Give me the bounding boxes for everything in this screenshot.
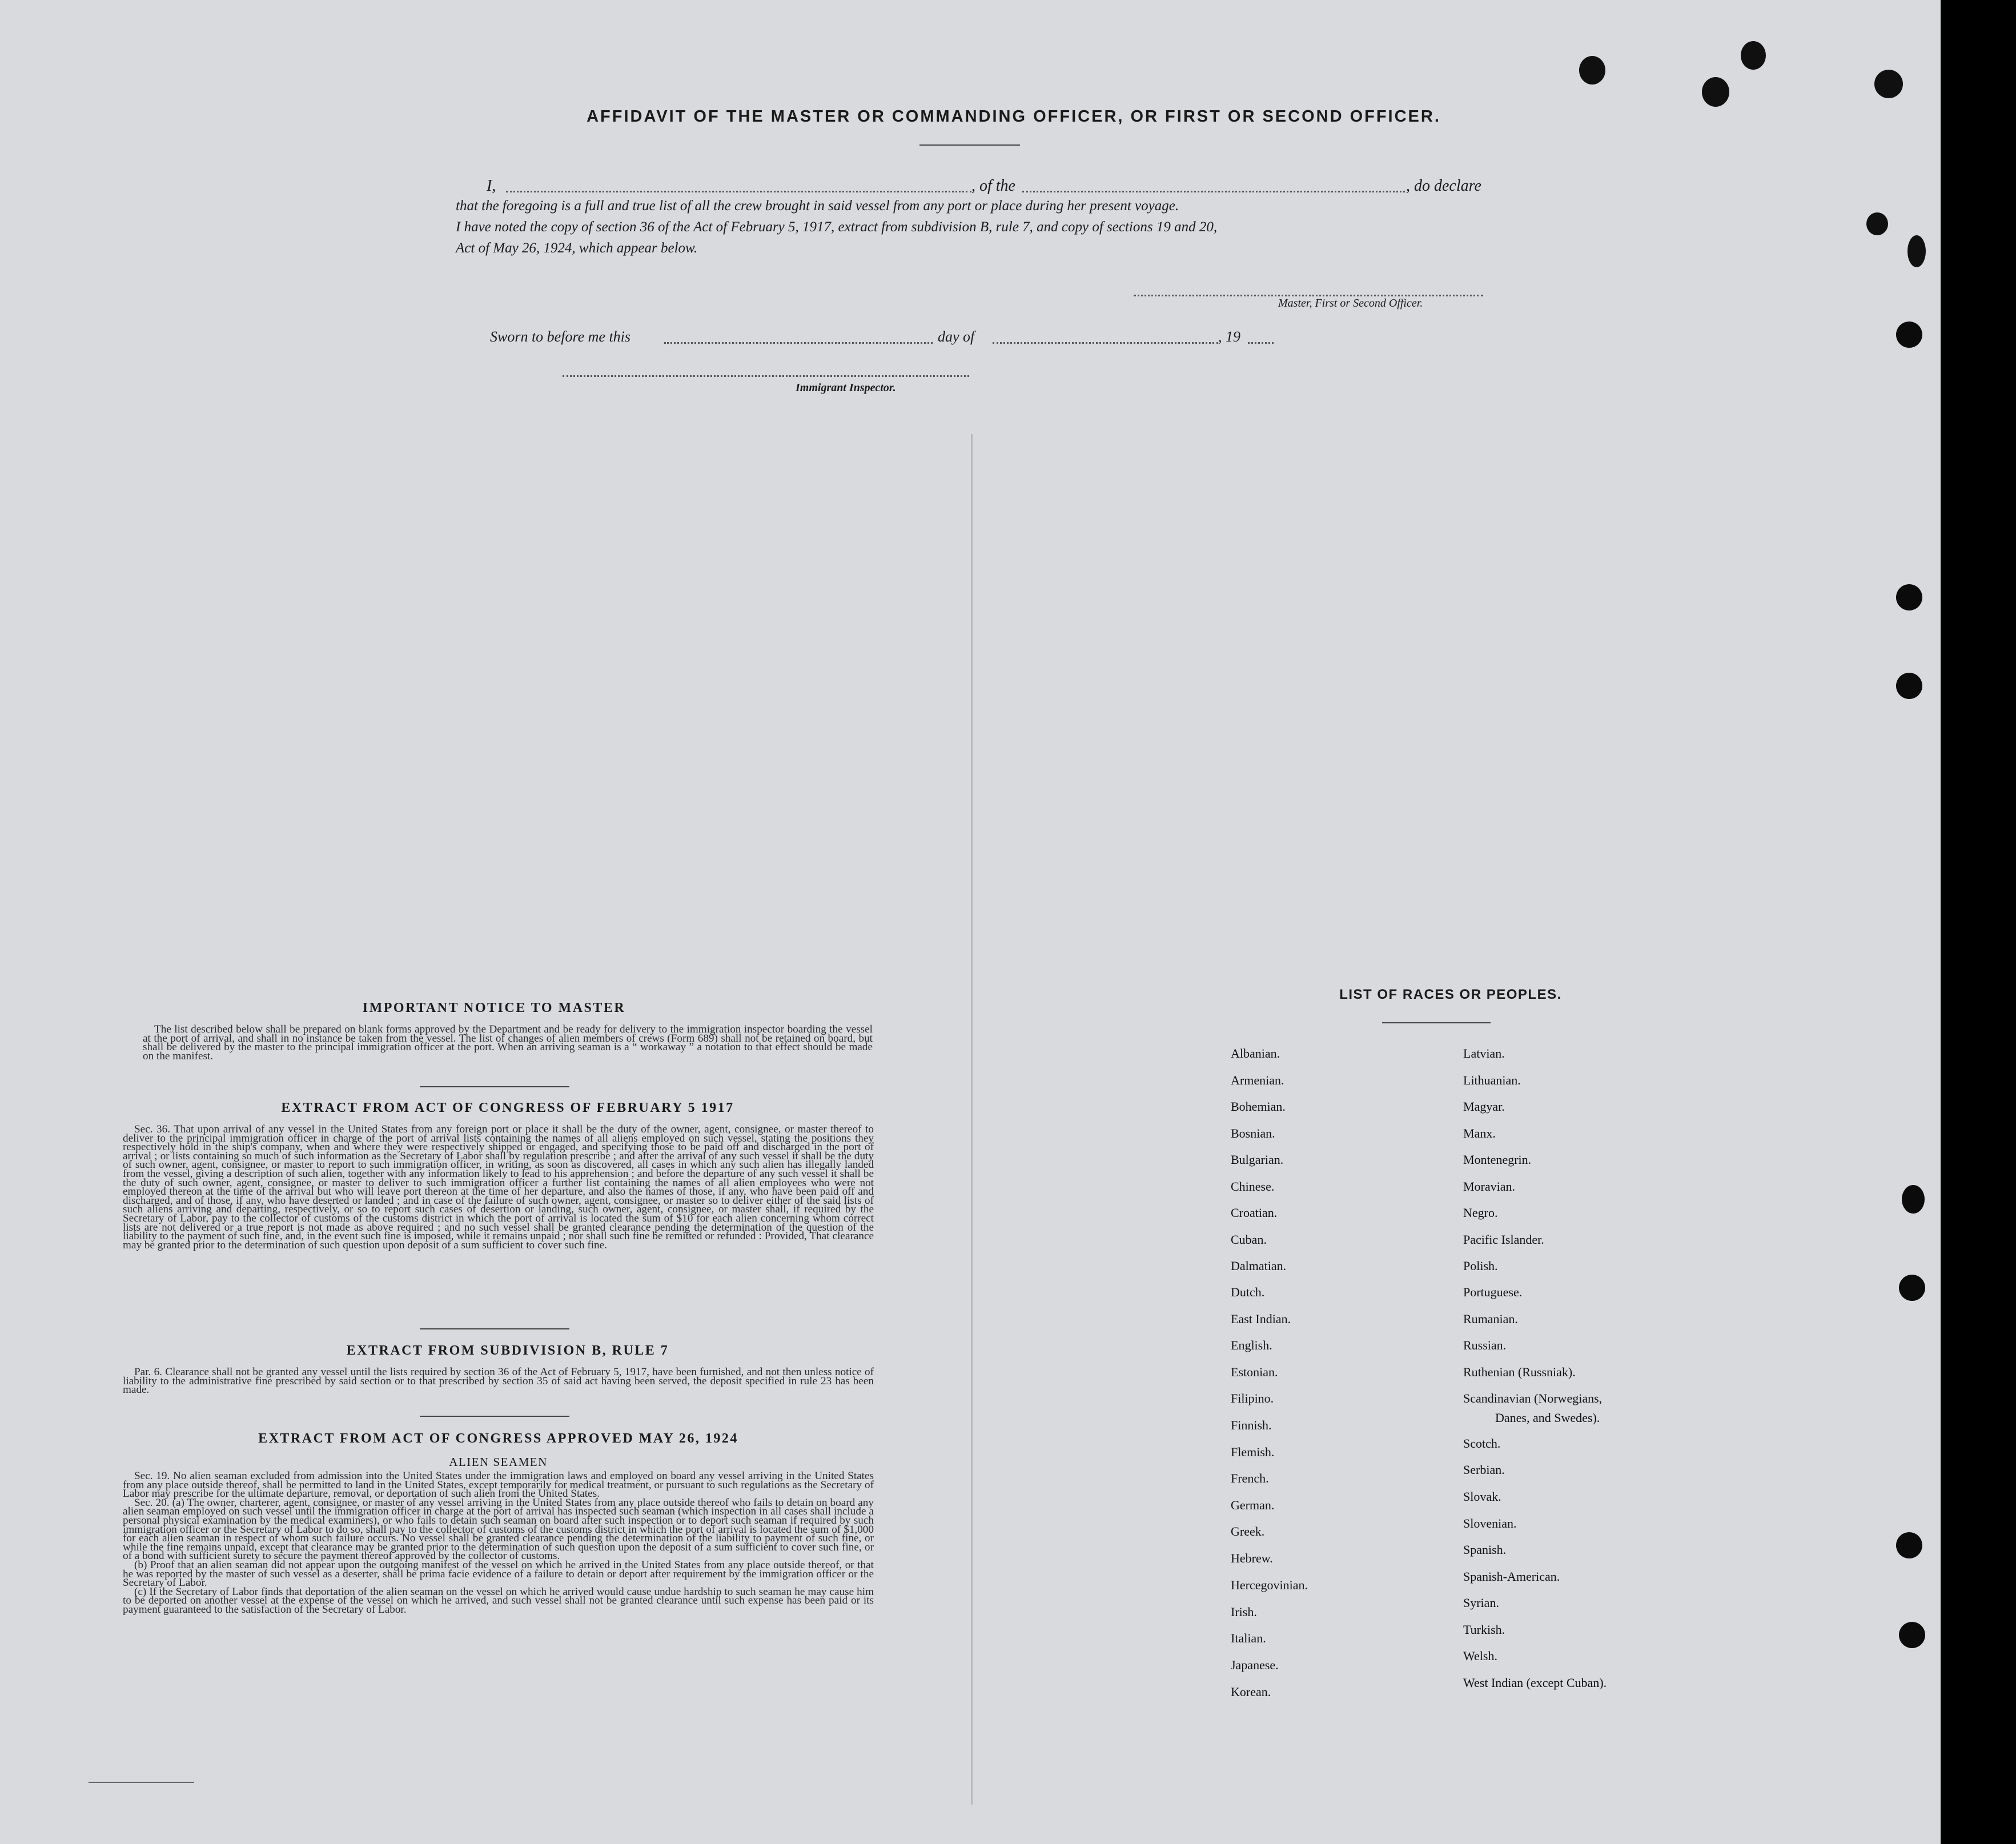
race-item: Dutch.: [1231, 1285, 1265, 1299]
race-item: Greek.: [1231, 1524, 1265, 1538]
rule-7-body: [123, 1368, 874, 1395]
punch-hole: [1899, 1275, 1925, 1301]
sworn-day-field[interactable]: [664, 342, 933, 344]
race-item: Turkish.: [1463, 1622, 1505, 1637]
race-item: Italian.: [1231, 1631, 1266, 1645]
title-underline: [919, 144, 1020, 146]
punch-hole: [1902, 1185, 1925, 1214]
race-item: Estonian.: [1231, 1365, 1278, 1379]
section-divider: [420, 1416, 569, 1417]
race-item: Korean.: [1231, 1685, 1271, 1699]
race-item: Welsh.: [1463, 1649, 1497, 1663]
signature-caption: Master, First or Second Officer.: [1278, 297, 1423, 310]
punch-hole: [1896, 584, 1922, 610]
race-item: Manx.: [1463, 1126, 1496, 1140]
race-item: Serbian.: [1463, 1463, 1505, 1477]
race-item: Slovenian.: [1463, 1516, 1517, 1530]
punch-hole: [1896, 1532, 1922, 1558]
notice-body: [143, 1025, 873, 1060]
race-item: Negro.: [1463, 1206, 1498, 1220]
ink-blot: [1907, 235, 1926, 267]
section-divider: [420, 1086, 569, 1087]
race-item: Bohemian.: [1231, 1099, 1286, 1114]
race-item: Moravian.: [1463, 1179, 1516, 1194]
section-divider: [420, 1328, 569, 1329]
race-item-continuation: Danes, and Swedes).: [1495, 1411, 1600, 1425]
race-item: Ruthenian (Russniak).: [1463, 1365, 1576, 1379]
rule-7-title: EXTRACT FROM SUBDIVISION B, RULE 7: [346, 1343, 669, 1358]
race-item: Hercegovinian.: [1231, 1578, 1308, 1592]
vessel-of-label: , of the: [971, 177, 1015, 195]
race-item: Portuguese.: [1463, 1285, 1523, 1299]
race-item: Rumanian.: [1463, 1312, 1518, 1326]
day-of-label: day of: [938, 328, 975, 345]
race-item: Armenian.: [1231, 1073, 1284, 1087]
sworn-month-field[interactable]: [993, 342, 1218, 344]
race-item: Chinese.: [1231, 1179, 1275, 1194]
sec-20a-paragraph: Sec. 20. (a) The owner, charterer, agent, consignee, or master of any vessel arriving in the United States from any place outside thereof who fails to detain on board any alien seaman employed on such vessel until the immigration officer in charge at the port of arrival has inspected such seaman (which inspection in all cases shall include a personal physical examination by the medical examiners), or who fails to detain such seaman on board after such inspection or to deport such seaman if required by such immigration officer or the Secretary of Labor to do so, shall pay to the collector of customs of the customs district in which the port of arrival is located the sum of $1,000 for each alien seaman in respect of whom such failure occurs. No vessel shall be granted clearance pending the determination of the liability to payment of such fine, or while the fine remains unpaid, except that clearance may be granted prior to the determination of such question upon the deposit of a sum sufficient to cover such fine, or of a bond with sufficient surety to secure the payment thereof approved by the collector of customs.: [123, 1496, 874, 1562]
notice-paragraph: The list described below shall be prepared on blank forms approved by the Department and be ready for delivery to the immigration inspector boarding the vessel at the port of arrival, and shall in no instance be taken from the vessel. The list of changes of alien members of crews (Form 689) shall not be retained on board, but shall be delivered by the master to the principal immigration officer at the port. When an arriving seaman is a “ workaway ” a notation to that effect should be made on the manifest.: [143, 1023, 873, 1062]
affidavit-title: AFFIDAVIT OF THE MASTER OR COMMANDING OFFICER, OR FIRST OR SECOND OFFICER.: [587, 107, 1441, 126]
ink-blot: [1741, 41, 1766, 70]
race-item: German.: [1231, 1498, 1275, 1512]
race-item: Magyar.: [1463, 1099, 1505, 1114]
race-item: Dalmatian.: [1231, 1259, 1287, 1273]
sworn-year-field[interactable]: [1248, 342, 1274, 344]
race-item: Filipino.: [1231, 1391, 1274, 1405]
declare-label: , do declare: [1406, 177, 1481, 195]
alien-seamen-subtitle: ALIEN SEAMEN: [449, 1455, 548, 1469]
race-item: Latvian.: [1463, 1046, 1505, 1060]
ink-blot: [1866, 212, 1888, 235]
race-item: Russian.: [1463, 1338, 1507, 1352]
race-item: Spanish.: [1463, 1542, 1507, 1557]
race-item: Flemish.: [1231, 1445, 1275, 1459]
year-label: , 19: [1218, 328, 1240, 345]
race-item: Bulgarian.: [1231, 1152, 1284, 1167]
affidavit-line: I have noted the copy of section 36 of the Act of February 5, 1917, extract from subdivision B, rule 7, and copy of sections 19 and 20,: [456, 219, 1218, 235]
race-item: Scotch.: [1463, 1436, 1501, 1451]
race-item: Hebrew.: [1231, 1551, 1273, 1565]
extract-1917-title: EXTRACT FROM ACT OF CONGRESS OF FEBRUARY 5 1917: [281, 1100, 734, 1115]
race-item: Croatian.: [1231, 1206, 1278, 1220]
extract-1924-title: EXTRACT FROM ACT OF CONGRESS APPROVED MAY 26, 1924: [258, 1431, 738, 1446]
vessel-name-field[interactable]: [1022, 191, 1405, 192]
extract-1924-body: [123, 1472, 874, 1614]
sworn-label: Sworn to before me this: [490, 328, 631, 345]
affidavit-line: that the foregoing is a full and true list of all the crew brought in said vessel from any port or place during her present voyage.: [456, 198, 1179, 214]
race-item: West Indian (except Cuban).: [1463, 1676, 1607, 1690]
sec-20c-paragraph: (c) If the Secretary of Labor finds that deportation of the alien seaman on the vessel on which he arrived would cause undue hardship to such seaman he may cause him to be deported on another vessel at the expense of the vessel on which he arrived, and such vessel shall not be granted clearance until such expense has been paid or its payment guaranteed to the satisfaction of the Secretary of Labor.: [123, 1585, 874, 1616]
race-item: Lithuanian.: [1463, 1073, 1521, 1087]
signature-field[interactable]: [1134, 295, 1483, 296]
races-title: LIST OF RACES OR PEOPLES.: [1339, 987, 1562, 1002]
ink-blot: [1702, 77, 1729, 107]
inspector-caption: Immigrant Inspector.: [796, 381, 896, 394]
punch-hole: [1896, 673, 1922, 699]
center-fold: [971, 434, 973, 1805]
affidavit-line: Act of May 26, 1924, which appear below.: [456, 240, 698, 256]
ink-blot: [1579, 56, 1605, 85]
race-item: Japanese.: [1231, 1658, 1279, 1672]
race-item: Montenegrin.: [1463, 1152, 1532, 1167]
extract-1917-body: [123, 1125, 874, 1250]
races-title-underline: [1382, 1022, 1491, 1023]
sec-20b-paragraph: (b) Proof that an alien seaman did not appear upon the outgoing manifest of the vessel on which he arrived in the United States from any place outside thereof, or that he was reported by the master of such vessel as a deserter, shall be prima facie evidence of a failure to detain or deport after requirement by the immigration officer or the Secretary of Labor.: [123, 1558, 874, 1589]
race-item: English.: [1231, 1338, 1272, 1352]
race-item: Polish.: [1463, 1259, 1498, 1273]
race-item: Scandinavian (Norwegians,: [1463, 1391, 1603, 1405]
inspector-signature-field[interactable]: [563, 375, 969, 377]
sec-19-paragraph: Sec. 19. No alien seaman excluded from admission into the United States under the immigration laws and employed on board any vessel arriving in the United States from any place outside thereof, shall be permitted to land in the United States, except temporarily for medical treatment, or pursuant to such regulations as the Secretary of Labor may prescribe for the ultimate departure, removal, or deportation of such alien from the United States.: [123, 1470, 874, 1500]
punch-hole: [1899, 1622, 1925, 1648]
race-item: Albanian.: [1231, 1046, 1280, 1060]
ink-blot: [1874, 70, 1903, 98]
race-item: Syrian.: [1463, 1596, 1499, 1610]
race-item: Bosnian.: [1231, 1126, 1275, 1140]
declarant-name-field[interactable]: [506, 191, 971, 192]
race-item: Finnish.: [1231, 1418, 1272, 1432]
notice-title: IMPORTANT NOTICE TO MASTER: [362, 1001, 626, 1015]
race-item: French.: [1231, 1471, 1269, 1485]
race-item: Pacific Islander.: [1463, 1232, 1544, 1247]
race-item: Irish.: [1231, 1605, 1257, 1619]
race-item: Spanish-American.: [1463, 1569, 1560, 1584]
margin-mark: [89, 1782, 194, 1783]
punch-hole: [1896, 322, 1922, 348]
par-6-paragraph: Par. 6. Clearance shall not be granted any vessel until the lists required by section 36 of the Act of February 5, 1917, have been furnished, and not then unless notice of liability to the administrative fine prescribed by said section or to that prescribed by section 35 of said act having been served, the deposit specified in rule 23 has been made.: [123, 1366, 874, 1396]
declarant-label: I,: [487, 177, 496, 195]
section-36-paragraph: Sec. 36. That upon arrival of any vessel in the United States from any foreign port or place it shall be the duty of the owner, agent, consignee, or master thereof to deliver to the principal immigration officer in charge of the port of arrival lists containing the names of all aliens employed on such vessel, stating the positions they respectively hold in the ship's company, when and where they were respectively shipped or engaged, and specifying those to be paid off and discharged in the port of arrival ; or lists containing so much of such information as the Secretary of Labor shall by regulation prescribe ; and after the arrival of any such vessel it shall be the duty of such owner, agent, consignee, or master to report to such immigration officer, in writing, as soon as discovered, all cases in which any such alien has illegally landed from the vessel, giving a description of such alien, together with any information likely to lead to his apprehension ; and before the departure of any such vessel it shall be the duty of such owner, agent, consignee, or master to deliver to such immigration officer a further list containing the names of all alien employees who were not employed thereon at the time of the arrival but who will leave port thereon at the time of her departure, and also the names of those, if any, who have been paid off and discharged, and of those, if any, who have deserted or landed ; and in case of the failure of such owner, agent, consignee, or master so to deliver either of the said lists of such aliens arriving and departing, respectively, or so to report such cases of desertion or landing, such owner, agent, consignee, or master shall, if required by the Secretary of Labor, pay to the collector of customs of the customs district in which the port of arrival is located the sum of $10 for each alien concerning whom correct lists are not delivered or a true report is not made as above required ; and no such vessel shall be granted clearance pending the determination of the question of the liability to the payment of such fine, and, in the event such fine is imposed, while it remains unpaid ; nor shall such fine be remitted or refunded : Provided, That clearance may be granted prior to the determination of such question upon deposit of a sum sufficient to cover such fine.: [123, 1123, 874, 1251]
race-item: Cuban.: [1231, 1232, 1267, 1247]
race-item: Slovak.: [1463, 1489, 1501, 1504]
race-item: East Indian.: [1231, 1312, 1291, 1326]
